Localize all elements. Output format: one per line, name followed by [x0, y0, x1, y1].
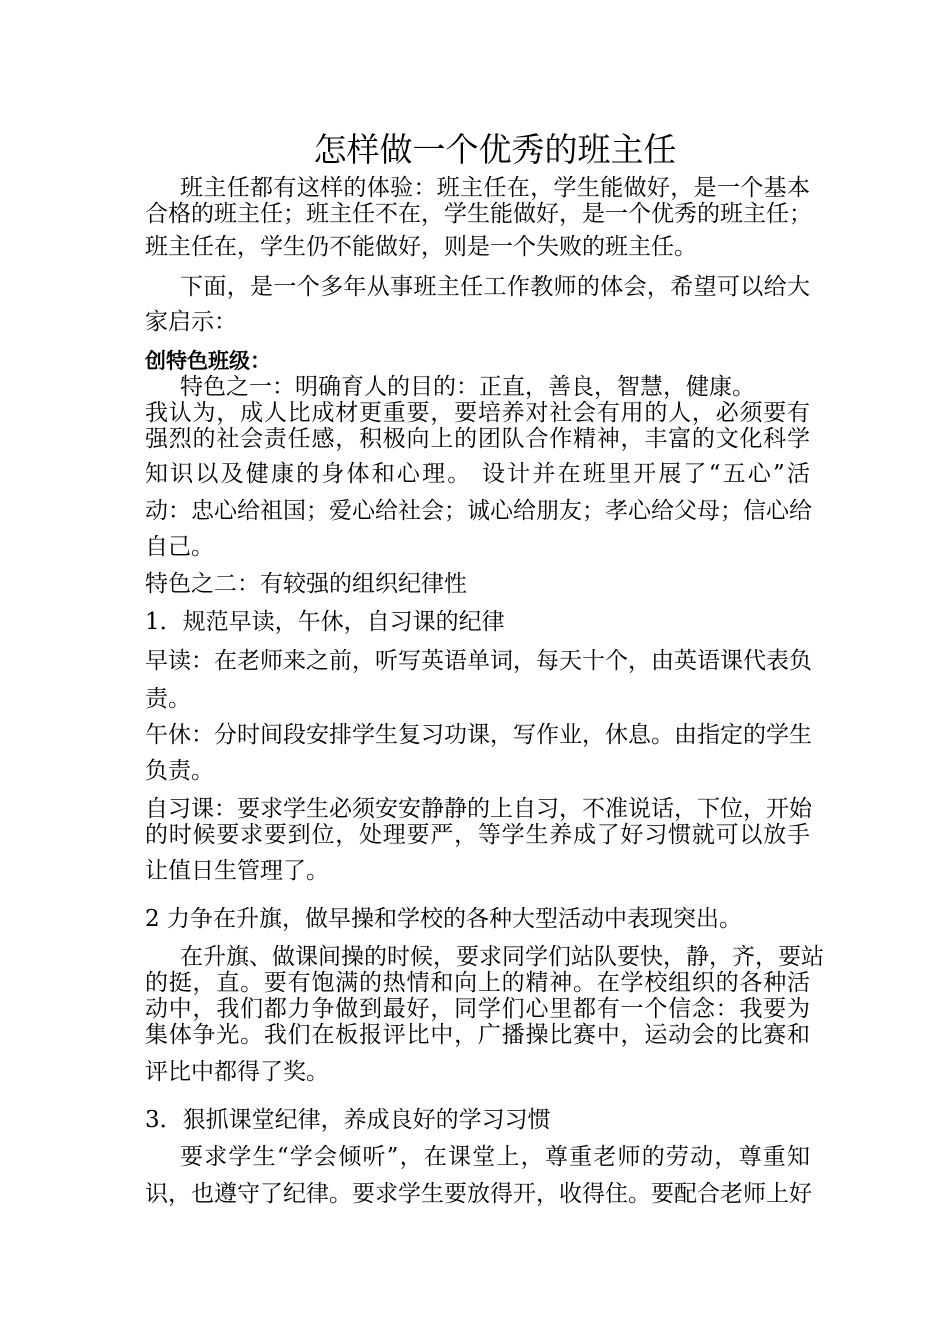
- text-line: 班主任都有这样的体验：班主任在，学生能做好，是一个基本: [180, 175, 810, 201]
- text-line: 1．规范早读，午休，自习课的纪律: [145, 609, 505, 635]
- text-line: 下面，是一个多年从事班主任工作教师的体会，希望可以给大: [180, 274, 810, 300]
- text-line: 的挺，直。要有饱满的热情和向上的精神。在学校组织的各种活: [145, 970, 810, 996]
- text-line: 识，也遵守了纪律。要求学生要放得开，收得住。要配合老师上好: [145, 1181, 812, 1207]
- text-line: 负责。: [145, 758, 214, 784]
- text-line: 知识以及健康的身体和心理。 设计并在班里开展了“五心”活: [145, 461, 810, 487]
- text-line: 早读：在老师来之前，听写英语单词，每天十个，由英语课代表负: [145, 648, 812, 674]
- text-line: 班主任在，学生仍不能做好，则是一个失败的班主任。: [145, 234, 697, 260]
- text-line: 评比中都得了奖。: [145, 1059, 329, 1085]
- text-line: 在升旗、做课间操的时候，要求同学们站队要快，静，齐，要站: [180, 944, 824, 970]
- text-line: 特色之一：明确育人的目的：正直，善良，智慧，健康。: [180, 374, 755, 400]
- text-line: 2 力争在升旗，做早操和学校的各种大型活动中表现突出。: [145, 906, 742, 932]
- text-line: 特色之二：有较强的组织纪律性: [145, 571, 467, 597]
- section-heading: 创特色班级：: [145, 349, 271, 373]
- text-line: 责。: [145, 686, 191, 712]
- text-line: 让值日生管理了。: [145, 858, 329, 884]
- text-line: 动：忠心给祖国；爱心给社会；诚心给朋友；孝心给父母；信心给: [145, 498, 812, 524]
- text-line: 自习课：要求学生必须安安静静的上自习，不准说话，下位，开始: [145, 796, 812, 822]
- text-line: 集体争光。我们在板报评比中，广播操比赛中，运动会的比赛和: [145, 1022, 810, 1048]
- text-line: 合格的班主任；班主任不在，学生能做好，是一个优秀的班主任；: [145, 201, 812, 227]
- text-line: 自己。: [145, 534, 214, 560]
- text-line: 家启示：: [145, 309, 237, 335]
- text-line: 要求学生“学会倾听”，在课堂上，尊重老师的劳动，尊重知: [180, 1144, 810, 1170]
- document-title: 怎样做一个优秀的班主任: [313, 130, 677, 169]
- text-line: 3．狠抓课堂纪律，养成良好的学习习惯: [145, 1107, 551, 1133]
- text-line: 强烈的社会责任感，积极向上的团队合作精神，丰富的文化科学: [145, 426, 810, 452]
- text-line: 午休：分时间段安排学生复习功课，写作业，休息。由指定的学生: [145, 722, 812, 748]
- text-line: 动中，我们都力争做到最好，同学们心里都有一个信念：我要为: [145, 996, 810, 1022]
- text-line: 的时候要求要到位，处理要严，等学生养成了好习惯就可以放手: [145, 822, 810, 848]
- text-line: 我认为，成人比成材更重要，要培养对社会有用的人，必须要有: [145, 400, 810, 426]
